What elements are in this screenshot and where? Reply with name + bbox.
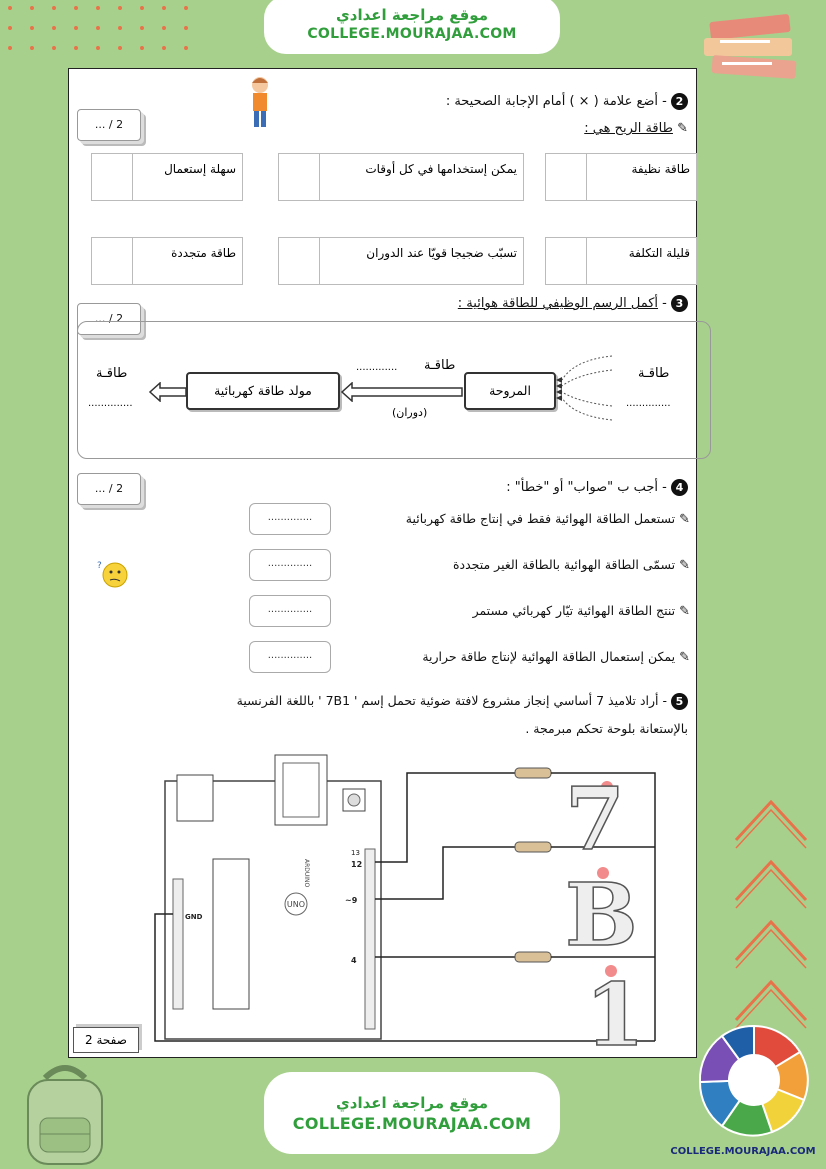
thinking-face-icon	[95, 559, 131, 589]
answer-box[interactable]: ..............	[249, 595, 331, 627]
fan-box: المروحة	[464, 372, 556, 410]
rotation-label: (دوران)	[392, 406, 428, 419]
functional-diagram	[77, 321, 711, 459]
footer-site-ar: موقع مراجعة اعدادي	[336, 1094, 488, 1112]
microcontroller-chip	[213, 859, 249, 1009]
mid-energy-label: طاقـة	[424, 358, 456, 373]
q2-number: 2	[671, 93, 688, 110]
q2-score: ... / 2	[77, 109, 141, 141]
header-banner[interactable]	[264, 0, 560, 54]
arduino-uno-label: UNO	[286, 900, 306, 909]
q2-option[interactable]: طاقة نظيفة	[545, 153, 697, 201]
checkbox[interactable]	[279, 238, 320, 284]
arrow-icon	[148, 382, 188, 402]
checkbox[interactable]	[546, 154, 587, 200]
pin-4: 4	[351, 956, 357, 965]
q2-option[interactable]: سهلة إستعمال	[91, 153, 243, 201]
arrow-icon	[340, 382, 464, 402]
q2-option[interactable]: قليلة التكلفة	[545, 237, 697, 285]
pen-icon: ✎	[679, 650, 690, 665]
arduino-brand-label: ARDUINO	[303, 859, 310, 888]
footer-site-en: COLLEGE.MOURAJAA.COM	[292, 1114, 532, 1133]
decorative-dots	[0, 0, 210, 62]
pin-13: 13	[351, 849, 360, 857]
pen-icon: ✎	[677, 121, 688, 136]
q5-line1: 5 - أراد تلاميذ 7 أساسي إنجاز مشروع لافتة ضوئية تحمل إسم ' 7B1 ' باللغة الفرنسية	[237, 693, 688, 710]
q2-title: 2 - أضع علامة ( × ) أمام الإجابة الصحيحة :	[446, 93, 688, 110]
digit-1: 1	[585, 965, 645, 1049]
q2-option[interactable]: طاقة متجددة	[91, 237, 243, 285]
wind-arrows-icon	[554, 350, 614, 426]
chevron-decoration	[726, 790, 816, 1030]
digital-header	[365, 849, 375, 1029]
checkbox[interactable]	[546, 238, 587, 284]
q2-option[interactable]: يمكن إستخدامها في كل أوقات	[278, 153, 524, 201]
mid-energy-blank[interactable]: .............	[356, 362, 398, 373]
q5-line2: بالإستعانة بلوحة تحكم مبرمجة .	[525, 721, 688, 736]
q3-title: 3 - أكمل الرسم الوظيفي للطاقة هوائية :	[458, 295, 688, 312]
worksheet	[68, 68, 697, 1058]
pen-icon: ✎	[679, 604, 690, 619]
input-energy-blank[interactable]: ..............	[626, 398, 671, 409]
checkbox[interactable]	[92, 154, 133, 200]
footer-banner[interactable]	[264, 1072, 560, 1154]
page-number: صفحة 2	[73, 1027, 139, 1053]
pin-12: 12	[351, 860, 363, 869]
q5-number: 5	[671, 693, 688, 710]
q4-statement: ✎ تسمّى الطاقة الهوائية بالطاقة الغير متجددة	[452, 557, 690, 573]
output-energy-label: طاقـة	[96, 366, 128, 381]
checkbox[interactable]	[279, 154, 320, 200]
q3-score: ... / 2	[77, 303, 141, 335]
digit-b: B	[565, 865, 638, 966]
gnd-label: GND	[185, 913, 203, 921]
q4-statement: ✎ تستعمل الطاقة الهوائية فقط في إنتاج طاقة كهربائية	[405, 511, 690, 527]
logo-caption: COLLEGE.MOURAJAA.COM	[670, 1146, 816, 1157]
arduino-circuit-diagram	[95, 749, 665, 1049]
answer-box[interactable]: ..............	[249, 549, 331, 581]
header-site-ar: موقع مراجعة اعدادي	[336, 6, 488, 24]
output-energy-blank[interactable]: ..............	[88, 398, 133, 409]
svg-text:?: ?	[97, 561, 102, 571]
q2-subtitle: ✎ طاقة الريح هي :	[584, 121, 688, 136]
q4-number: 4	[671, 479, 688, 496]
books-icon	[700, 10, 810, 90]
backpack-icon	[10, 1058, 120, 1166]
power-header	[173, 879, 183, 1009]
boy-icon	[245, 75, 275, 131]
generator-box: مولد طاقة كهربائية	[186, 372, 340, 410]
pen-icon: ✎	[679, 512, 690, 527]
q2-option[interactable]: تسبّب ضجيجا قويّا عند الدوران	[278, 237, 524, 285]
q4-title: 4 - أجب ب "صواب" أو "خطأ" :	[506, 479, 688, 496]
answer-box[interactable]: ..............	[249, 641, 331, 673]
input-energy-label: طاقـة	[638, 366, 670, 381]
q4-score: ... / 2	[77, 473, 141, 505]
site-logo-icon	[692, 1022, 816, 1142]
pen-icon: ✎	[679, 558, 690, 573]
checkbox[interactable]	[92, 238, 133, 284]
header-site-en: COLLEGE.MOURAJAA.COM	[307, 26, 517, 42]
q4-statement: ✎ يمكن إستعمال الطاقة الهوائية لإنتاج طاقة حرارية	[422, 649, 690, 665]
q3-number: 3	[671, 295, 688, 312]
answer-box[interactable]: ..............	[249, 503, 331, 535]
digit-7: 7	[565, 769, 625, 870]
power-jack	[177, 775, 213, 821]
pin-9: ~9	[345, 896, 358, 905]
q4-statement: ✎ تنتج الطاقة الهوائية تيّار كهربائي مستمر	[472, 603, 690, 619]
